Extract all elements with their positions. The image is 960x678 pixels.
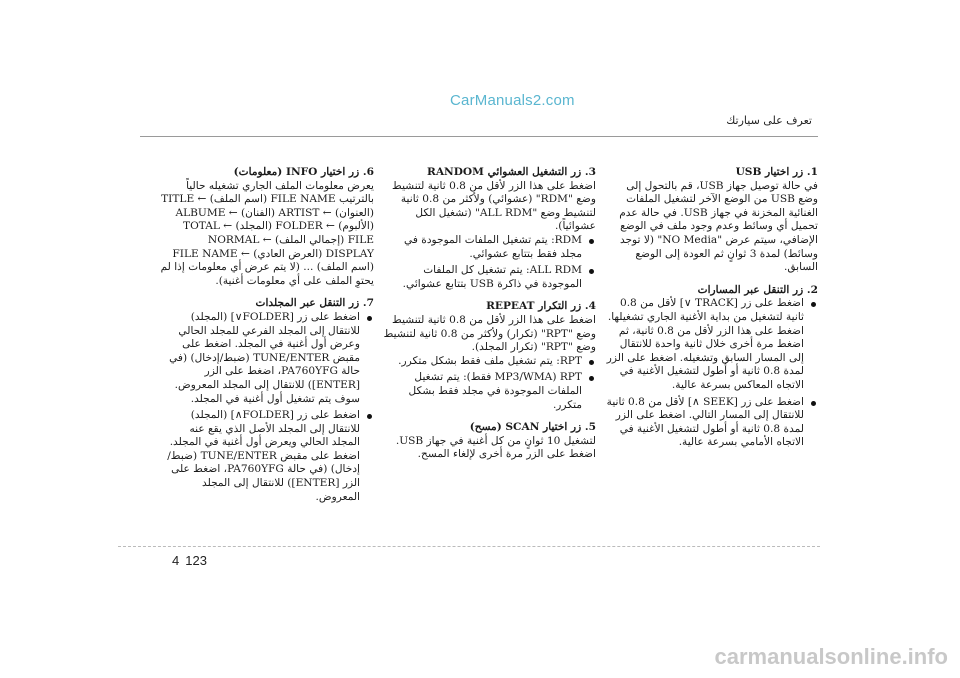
column-2	[382, 166, 596, 471]
header-rule	[140, 136, 818, 137]
section-paragraph: اضغط على هذا الزر لأقل من 0.8 ثانية لتنشيط وضع "RDM" (عشوائي) ولأكثر من 0.8 ثانية لتنشيط وضع "ALL RDM" (تشغيل الكل عشوائياً).	[392, 179, 596, 233]
section-paragraph: يعرض معلومات الملف الجاري تشغيله حالياً بالترتيب FILE NAME (اسم الملف) ← TITLE (العنوان) ← ARTIST (الفنان) ← ALBUME (الألبوم) ← FOLDER (المجلد) ← TOTAL FILE (إجمالي الملف) ← NORMAL DISPLAY (العرض العادي) ← FILE NAME (اسم الملف) ... (لا يتم عرض أي معلومات إذا لم يحتوِ الملف على أي معلومات أغنية).	[160, 179, 374, 287]
header-title: تعرف على سيارتك	[726, 114, 812, 127]
section-block	[382, 421, 596, 462]
section-heading: 2. زر التنقل عبر المسارات	[697, 283, 818, 296]
section-paragraph: لتشغيل 10 ثوانٍ من كل أغنية في جهاز USB. اضغط على الزر مرة أخرى لإلغاء المسح.	[395, 434, 596, 461]
section-heading: 1. زر اختيار USB	[735, 166, 818, 178]
bullet-item: RPT (MP3/WMA فقط): يتم تشغيل الملفات الموجودة في مجلد فقط بشكل متكرر.	[382, 371, 596, 412]
section-paragraph: اضغط على هذا الزر لأقل من 0.8 ثانية لتنشيط وضع "RPT" (تكرار) ولأكثر من 0.8 ثانية لتنشيط وضع "RPT" (تكرار المجلد).	[383, 313, 596, 354]
section-block	[604, 166, 818, 275]
section-paragraph: في حالة توصيل جهاز USB، قم بالتحول إلى وضع USB من الوضع الآخر لتشغيل الملفات الغنائية المخزنة في جهاز USB. في حالة عدم تحميل أي وسائط وعدم وجود ملف في الوضع الإضافي، سيتم عرض "NO Media" (لا توجد وسائط) لمدة 3 ثوانٍ ثم العودة إلى الوضع السابق.	[619, 179, 818, 274]
section-block	[382, 166, 596, 291]
section-heading: 6. زر اختيار INFO (معلومات)	[233, 166, 374, 178]
bullet-item: RPT: يتم تشغيل ملف فقط بشكل متكرر.	[382, 355, 596, 369]
section-heading: 3. زر التشغيل العشوائي RANDOM	[427, 166, 596, 178]
column-3	[160, 166, 374, 513]
bullet-item: اضغط على زر [FOLDER∧] (المجلد) للانتقال إلى المجلد الأصل الذي يقع عنه المجلد الحالي ويعرض أول أغنية في المجلد. اضغط على مقبض TUNE/ENTER (ضبط/إدخال) (في حالة PA760YFG، اضغط على الزر [ENTER]) للانتقال إلى المجلد المعروض.	[160, 409, 374, 504]
watermark-bottom[interactable]: carmanualsonline.info	[714, 644, 948, 669]
bullet-item: اضغط على زر [FOLDER∨] (المجلد) للانتقال إلى المجلد الفرعي للمجلد الحالي وعرض أول أغنية في المجلد. اضغط على مقبض TUNE/ENTER (ضبط/إدخال) (في حالة PA760YFG، اضغط على الزر [ENTER]) للانتقال إلى المجلد المعروض. سوف يتم تشغيل أول أغنية في المجلد.	[160, 311, 374, 406]
chapter-number: 4	[172, 553, 180, 568]
page-number	[172, 553, 207, 568]
footer-rule	[118, 546, 820, 547]
bullet-item: اضغط على زر [TRACK ∨] لأقل من 0.8 ثانية لتشغيل من بداية الأغنية الجاري تشغيلها. اضغط على هذا الزر لأقل من 0.8 ثانية، ثم اضغط مرة أخرى خلال ثانية واحدة للانتقال إلى المسار السابق وتشغيله. اضغط على الزر لمدة 0.8 ثانية أو أطول لتشغيل الأغنية في الاتجاه المعاكس بسرعة عالية.	[604, 297, 818, 392]
section-block	[382, 300, 596, 412]
section-heading: 5. زر اختيار SCAN (مسح)	[469, 421, 596, 434]
section-heading: 4. زر التكرار REPEAT	[486, 300, 596, 313]
bullet-item: RDM: يتم تشغيل الملفات الموجودة في مجلد فقط بتتابع عشوائي.	[382, 234, 596, 261]
page-number-value: 123	[185, 553, 207, 568]
watermark-top[interactable]: CarManuals2.com	[450, 92, 575, 109]
bullet-item: اضغط على زر [SEEK ∧] لأقل من 0.8 ثانية للانتقال إلى المسار التالي. اضغط على الزر لمدة 0.8 ثانية أو أطول لتشغيل الأغنية في الاتجاه الأمامي بسرعة عالية.	[604, 396, 818, 450]
bullet-item: ALL RDM: يتم تشغيل كل الملفات الموجودة في ذاكرة USB بتتابع عشوائي.	[382, 264, 596, 291]
section-heading: 7. زر التنقل عبر المجلدات	[255, 297, 374, 310]
section-block	[604, 284, 818, 450]
section-block	[160, 297, 374, 504]
column-1	[604, 166, 818, 459]
section-block	[160, 166, 374, 288]
